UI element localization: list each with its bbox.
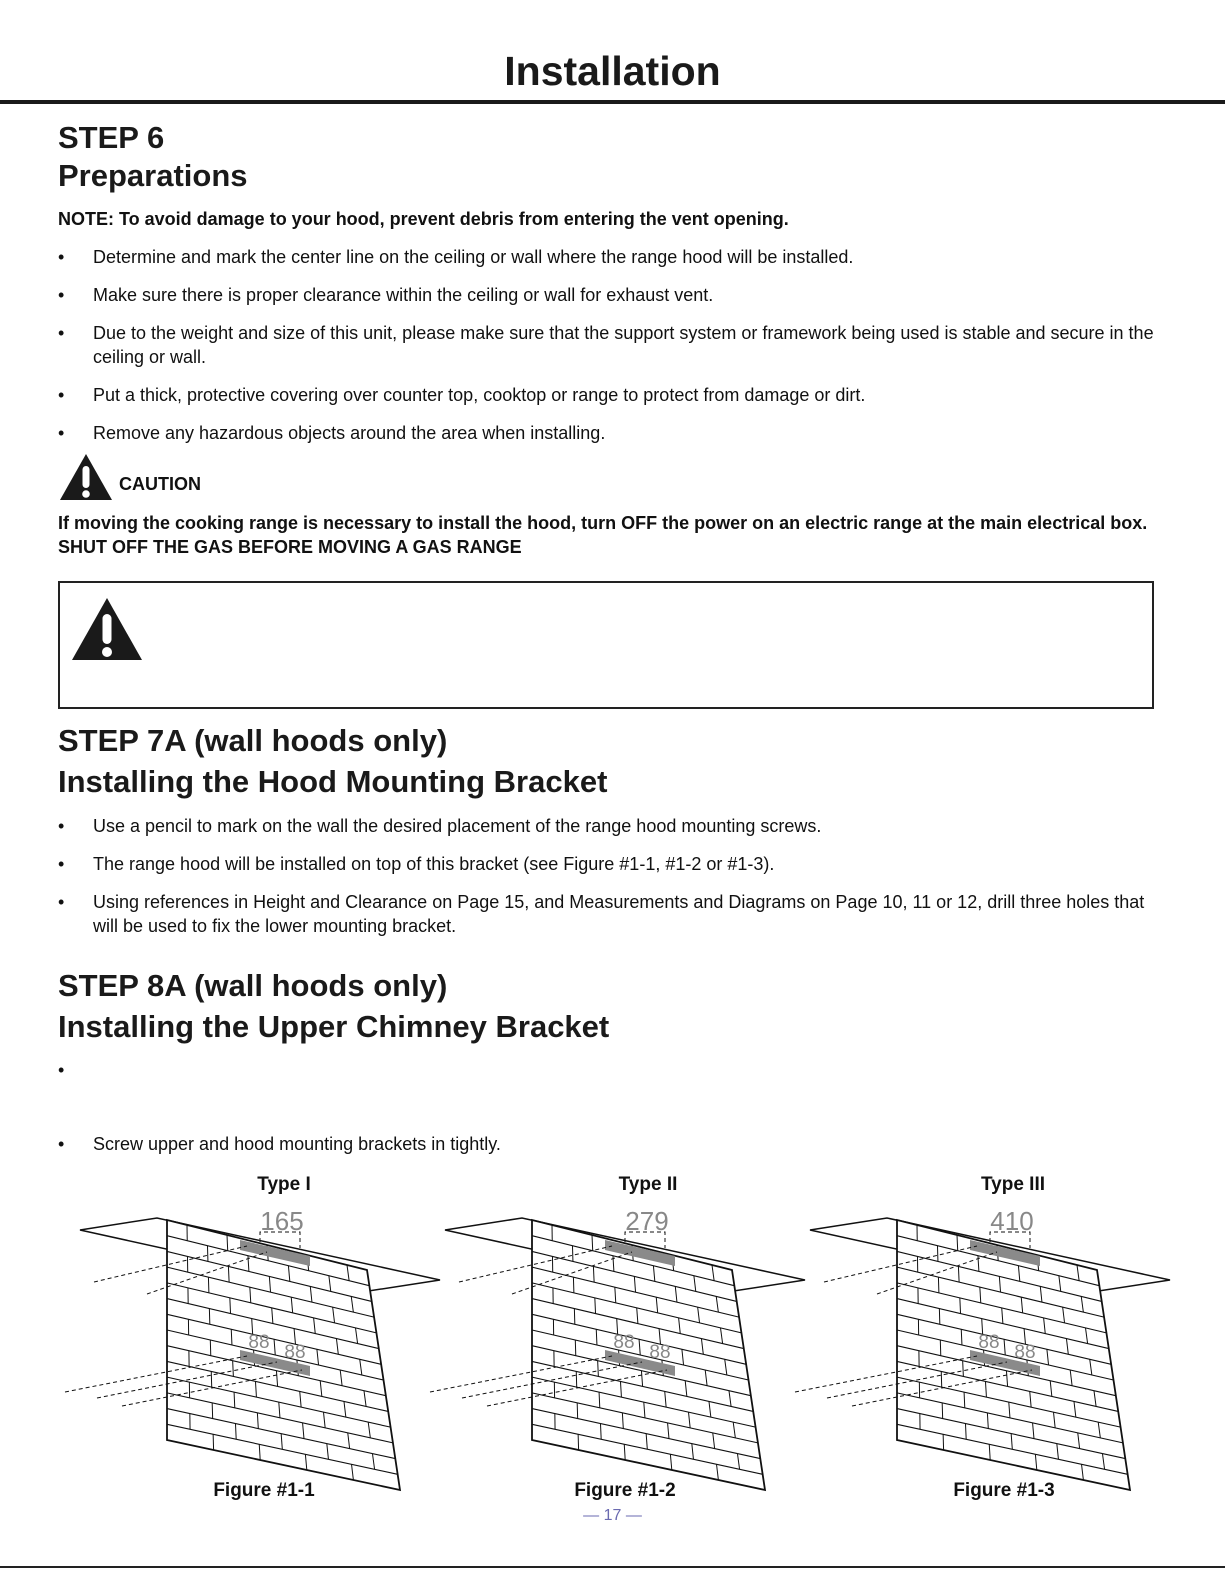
figure-caption: Figure #1-1 (213, 1480, 315, 1501)
brick-joint-line (234, 1392, 235, 1408)
list-item-text: Using references in Height and Clearance on Page 15, and Measurements and Diagrams on Page 10, 11 or 12, drill three holes that will be used to fix the lower mounting bracket. (93, 892, 1145, 936)
brick-joint-line (596, 1329, 597, 1345)
bullet-dot: • (58, 285, 65, 305)
brick-joint-line (964, 1392, 965, 1408)
brick-joint-line (235, 1424, 236, 1440)
caution-label: CAUTION (119, 474, 201, 494)
step6-title: Preparations (58, 158, 248, 193)
bullet-dot: • (58, 816, 65, 836)
step6-number: STEP 6 (58, 120, 165, 155)
step8a-title: Installing the Upper Chimney Bracket (58, 1009, 610, 1044)
figure-caption: Figure #1-2 (574, 1480, 676, 1501)
step6-note: NOTE: To avoid damage to your hood, prevent debris from entering the vent opening. (58, 209, 789, 229)
warning-box (58, 581, 1154, 709)
warning-triangle-icon (58, 452, 114, 502)
lower-left-dimension-label: 88 (613, 1332, 635, 1353)
figure-type-label: Type II (618, 1174, 678, 1195)
brick-joint-line (957, 1235, 958, 1251)
brick-joint-line (595, 1298, 596, 1314)
list-item-text: Put a thick, protective covering over counter top, cooktop or range to protect from damage or dirt. (93, 385, 866, 405)
top-dimension-label: 410 (990, 1206, 1034, 1236)
brick-joint-line (227, 1235, 228, 1251)
brick-joint-line (965, 1424, 966, 1440)
bullet-dot: • (58, 892, 65, 912)
figure-drawing (795, 1206, 1170, 1490)
page-title: Installation (504, 48, 721, 94)
brick-wall-figure (427, 1200, 807, 1500)
warning-triangle-icon (70, 596, 144, 662)
figure-type-label: Type I (257, 1174, 311, 1195)
brick-joint-line (230, 1298, 231, 1314)
brick-joint-line (599, 1392, 600, 1408)
brick-joint-line (963, 1361, 964, 1377)
brick-joint-line (958, 1266, 959, 1282)
step7a-number: STEP 7A (wall hoods only) (58, 723, 448, 758)
list-item-text: Use a pencil to mark on the wall the desired placement of the range hood mounting screws. (93, 816, 822, 836)
brick-joint-line (228, 1266, 229, 1282)
brick-joint-line (961, 1329, 962, 1345)
bullet-dot: • (58, 1060, 65, 1080)
bullet-dot: • (58, 323, 65, 343)
list-item-text: Due to the weight and size of this unit, please make sure that the support system or framework being used is stable and secure in the ceiling or wall. (93, 323, 1154, 367)
list-item-text: Determine and mark the center line on the ceiling or wall where the range hood will be installed. (93, 247, 854, 267)
caution-text: If moving the cooking range is necessary to install the hood, turn OFF the power on an electric range at the main electrical box. SHUT OFF THE GAS BEFORE MOVING A GAS RANGE (58, 513, 1148, 557)
brick-joint-line (593, 1266, 594, 1282)
figure-caption: Figure #1-3 (953, 1480, 1055, 1501)
lower-right-dimension-label: 88 (649, 1342, 671, 1363)
step7a-title: Installing the Hood Mounting Bracket (58, 764, 608, 799)
bullet-dot: • (58, 1134, 65, 1154)
lower-left-dimension-label: 88 (978, 1332, 1000, 1353)
page-number: — 17 — (583, 1507, 642, 1524)
footer-divider (0, 1566, 1225, 1568)
list-item-text: Make sure there is proper clearance within the ceiling or wall for exhaust vent. (93, 285, 714, 305)
brick-wall-figure (792, 1200, 1172, 1500)
bullet-dot: • (58, 423, 65, 443)
figure-type-label: Type III (980, 1174, 1046, 1195)
brick-joint-line (960, 1298, 961, 1314)
brick-joint-line (233, 1361, 234, 1377)
brick-joint-line (600, 1424, 601, 1440)
bullet-dot: • (58, 247, 65, 267)
top-dimension-label: 279 (625, 1206, 669, 1236)
brick-wall-figure (62, 1200, 442, 1500)
figure-drawing (430, 1206, 805, 1490)
lower-left-dimension-label: 88 (248, 1332, 270, 1353)
lower-right-dimension-label: 88 (284, 1342, 306, 1363)
bullet-dot: • (58, 385, 65, 405)
list-item-text: Screw upper and hood mounting brackets in tightly. (93, 1134, 501, 1154)
figure-drawing (65, 1206, 440, 1490)
top-dimension-label: 165 (260, 1206, 304, 1236)
brick-joint-line (598, 1361, 599, 1377)
header-divider (0, 100, 1225, 104)
brick-joint-line (592, 1235, 593, 1251)
step8a-number: STEP 8A (wall hoods only) (58, 968, 448, 1003)
list-item-text: Remove any hazardous objects around the area when installing. (93, 423, 606, 443)
brick-joint-line (231, 1329, 232, 1345)
lower-right-dimension-label: 88 (1014, 1342, 1036, 1363)
list-item-text: The range hood will be installed on top of this bracket (see Figure #1-1, #1-2 or #1-3). (93, 854, 775, 874)
bullet-dot: • (58, 854, 65, 874)
